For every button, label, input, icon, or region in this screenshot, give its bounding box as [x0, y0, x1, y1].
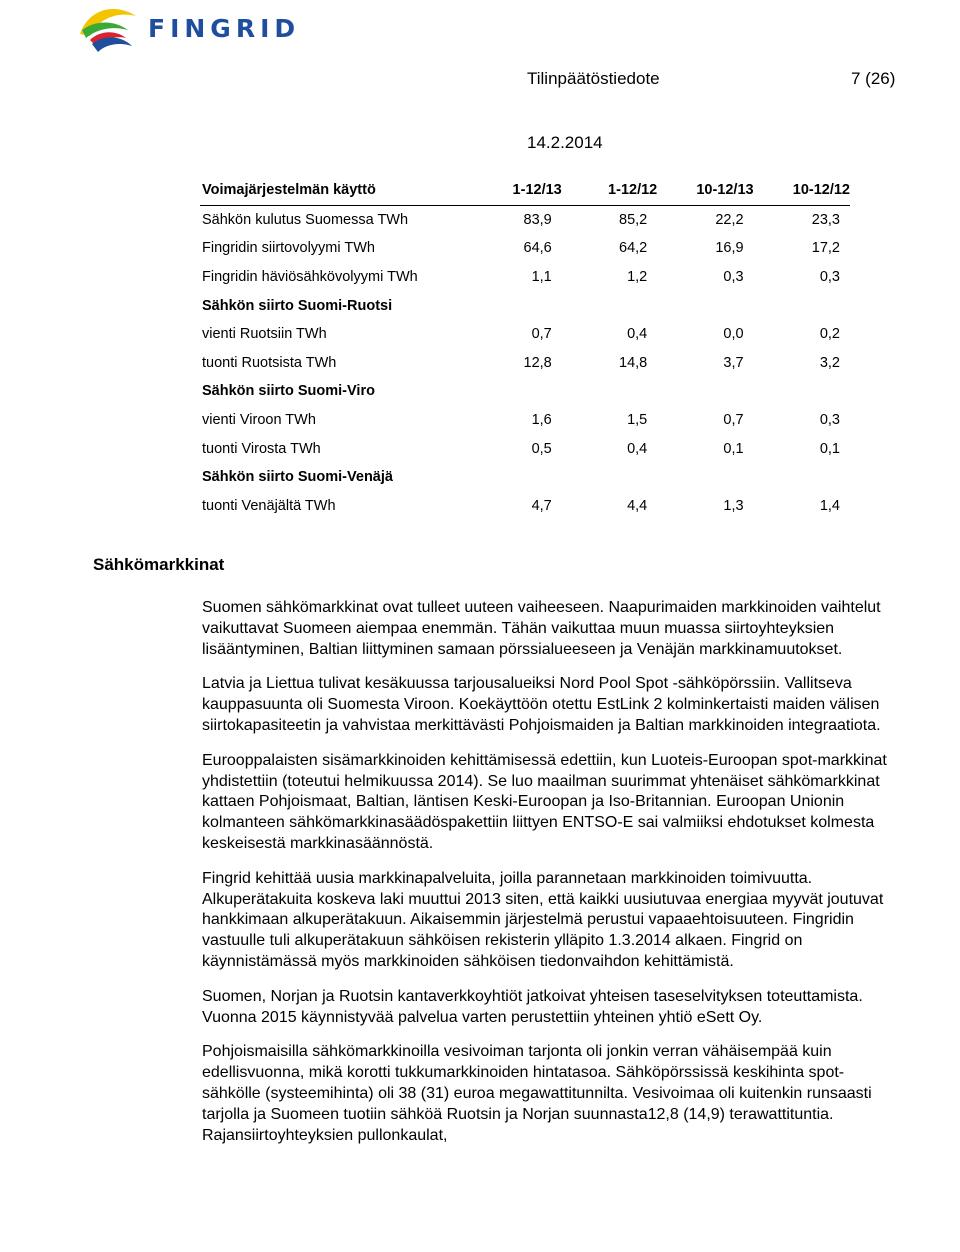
- row-value: 1,6: [531, 412, 552, 429]
- row-value: 0,2: [819, 326, 840, 343]
- row-value: 0,3: [723, 269, 744, 286]
- table-row: [200, 205, 850, 234]
- row-label: tuonti Virosta TWh: [202, 440, 321, 457]
- row-value: 83,9: [523, 211, 552, 228]
- row-value: 0,4: [627, 440, 648, 457]
- section-label: Sähkön siirto Suomi-Ruotsi: [202, 297, 393, 314]
- row-label: vienti Viroon TWh: [202, 412, 316, 429]
- row-value: 0,3: [819, 269, 840, 286]
- row-value: 1,2: [627, 269, 648, 286]
- paragraph: Latvia ja Liettua tulivat kesäkuussa tarjousalueiksi Nord Pool Spot -sähköpörssiin. Vallitseva kauppasuunta oli Suomesta Viroon. Koekäyttöön otettu EstLink 2 kolminkertaisti maiden välisen siirtokapasiteetin ja vahvistaa merkittävästi Pohjoismaiden ja Baltian markkinoiden integraatiota.: [202, 675, 881, 734]
- section-label: Sähkön siirto Suomi-Venäjä: [202, 469, 393, 486]
- row-label: Fingridin siirtovolyymi TWh: [202, 240, 375, 257]
- table-row: [200, 263, 850, 292]
- row-value: 0,4: [627, 326, 648, 343]
- table-row: [200, 320, 850, 349]
- row-label: vienti Ruotsiin TWh: [202, 326, 327, 343]
- row-value: 0,7: [723, 412, 744, 429]
- row-value: 4,4: [627, 497, 648, 514]
- table-section-row: [200, 291, 850, 320]
- row-value: 14,8: [619, 354, 648, 371]
- row-value: 0,3: [819, 412, 840, 429]
- row-value: 64,6: [523, 240, 552, 257]
- row-value: 3,7: [723, 354, 744, 371]
- row-label: tuonti Venäjältä TWh: [202, 497, 336, 514]
- row-label: Sähkön kulutus Suomessa TWh: [202, 211, 409, 228]
- body-text: [202, 598, 892, 1160]
- document-date: 14.2.2014: [527, 133, 603, 152]
- row-value: 16,9: [715, 240, 744, 257]
- table-row: [200, 234, 850, 263]
- row-value: 0,0: [723, 326, 744, 343]
- section-label: Sähkön siirto Suomi-Viro: [202, 383, 375, 400]
- paragraph: Pohjoismaisilla sähkömarkkinoilla vesivoiman tarjonta oli jonkin verran vähäisempää kuin edellisvuonna, mikä korotti tukkumarkkinoiden hintatasoa. Sähköpörssissä keskihinta spot-sähkölle (systeemihinta) oli 38 (31) euroa megawattitunnilta. Vesivoimaa oli kuitenkin runsaasti tarjolla ja Suomeen tuotiin sähköä Ruotsin ja Norjan suunnasta12,8 (14,9) terawattituntia. Rajansiirtoyhteyksien pullonkaulat,: [202, 1043, 872, 1144]
- row-value: 0,1: [819, 440, 840, 457]
- row-value: 64,2: [619, 240, 648, 257]
- row-value: 1,4: [819, 497, 840, 514]
- row-value: 3,2: [819, 354, 840, 371]
- table-row: [200, 406, 850, 435]
- row-value: 1,5: [627, 412, 648, 429]
- page-number: 7 (26): [851, 69, 896, 88]
- row-value: 17,2: [811, 240, 840, 257]
- table-header-col: 1-12/13: [512, 182, 562, 199]
- row-label: Fingridin häviösähkövolyymi TWh: [202, 269, 418, 286]
- row-value: 0,1: [723, 440, 744, 457]
- table-section-row: [200, 377, 850, 406]
- table-header-col: 10-12/12: [792, 182, 850, 199]
- document-title: Tilinpäätöstiedote: [527, 69, 660, 88]
- row-label: tuonti Ruotsista TWh: [202, 354, 337, 371]
- power-system-table: [200, 176, 850, 520]
- table-header-col: 10-12/13: [696, 182, 754, 199]
- row-value: 0,7: [531, 326, 552, 343]
- row-value: 4,7: [531, 497, 552, 514]
- row-value: 22,2: [715, 211, 744, 228]
- paragraph: Suomen sähkömarkkinat ovat tulleet uuteen vaiheeseen. Naapurimaiden markkinoiden vaihtelut vaikuttavat Suomeen aiempaa enemmän. Tähän vaikuttaa muun muassa siirtoyhteyksien lisääntyminen, Baltian liittyminen samaan pörssialueeseen ja Venäjän markkinamuutokset.: [202, 599, 881, 658]
- row-value: 0,5: [531, 440, 552, 457]
- section-heading: Sähkömarkkinat: [93, 555, 225, 574]
- row-value: 85,2: [619, 211, 648, 228]
- table-section-row: [200, 463, 850, 492]
- row-value: 23,3: [811, 211, 840, 228]
- table-header-row: [200, 176, 850, 205]
- table-row: [200, 492, 850, 521]
- paragraph: Suomen, Norjan ja Ruotsin kantaverkkoyhtiöt jatkoivat yhteisen taseselvityksen toteuttamista. Vuonna 2015 käynnistyvää palvelua varten perustettiin yhteinen yhtiö eSett Oy.: [202, 987, 863, 1026]
- table-row: [200, 349, 850, 378]
- row-value: 12,8: [523, 354, 552, 371]
- row-value: 1,3: [723, 497, 744, 514]
- paragraph: Fingrid kehittää uusia markkinapalveluita, joilla parannetaan markkinoiden toimivuutta. Alkuperätakuita koskeva laki muuttui 2013 siten, että kaikki uusiutuvaa energiaa myyvät joutuvat hankkimaan alkuperätakuun. Aikaisemmin järjestelmä perustui vapaaehtoisuuteen. Fingridin vastuulle tuli alkuperätakuun sähköisen rekisterin ylläpito 1.3.2014 alkaen. Fingrid on käynnistämässä myös markkinoiden sähköisen tiedonvaihdon kehittämistä.: [202, 869, 884, 970]
- logo-text: FINGRID: [148, 14, 301, 43]
- table-header-label: Voimajärjestelmän käyttö: [202, 182, 376, 199]
- table-header-col: 1-12/12: [608, 182, 658, 199]
- row-value: 1,1: [531, 269, 552, 286]
- logo-mark-icon: [70, 0, 150, 60]
- paragraph: Eurooppalaisten sisämarkkinoiden kehittämisessä edettiin, kun Luoteis-Euroopan spot-markkinat yhdistettiin (toteutui helmikuussa 2014). Se luo maailman suurimmat yhtenäiset sähkömarkkinat kattaen Pohjoismaat, Baltian, läntisen Keski-Euroopan ja Iso-Britannian. Euroopan Unionin kolmanteen sähkömarkkinasäädöspakettiin liittyen ENTSO-E sai valmiiksi ehdotukset kolmesta keskeisestä markkinasäännöstä.: [202, 751, 887, 852]
- fingrid-logo: [70, 0, 300, 60]
- table-row: [200, 434, 850, 463]
